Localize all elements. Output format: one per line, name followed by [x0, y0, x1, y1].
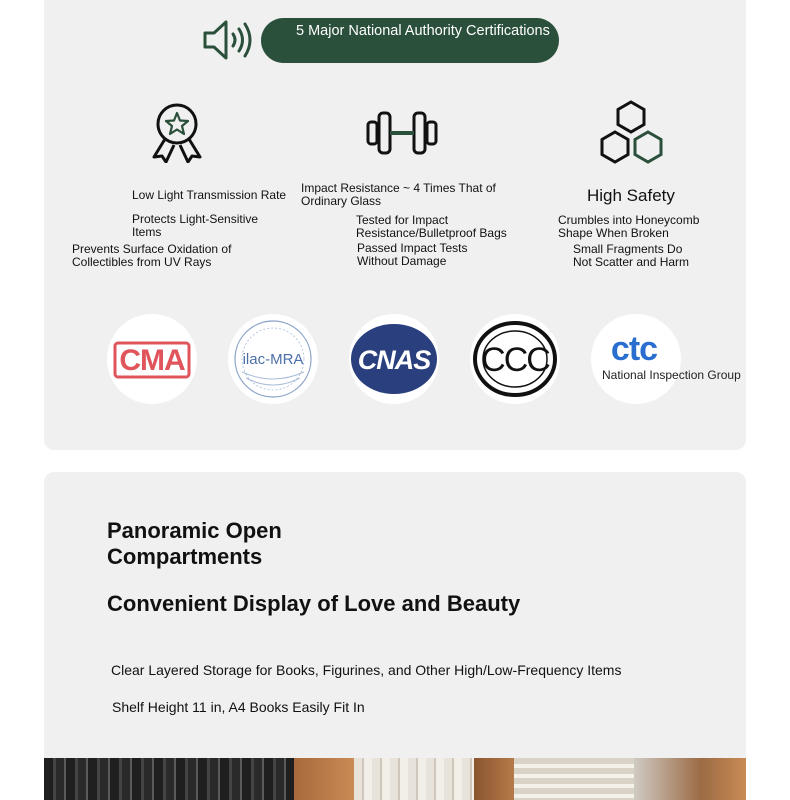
ilac-mra-logo-text: ilac-MRA [242, 351, 304, 368]
ccc-logo [470, 314, 560, 404]
award-ribbon-icon [148, 101, 206, 163]
honeycomb-icon [598, 100, 666, 166]
display-point-2: Shelf Height 11 in, A4 Books Easily Fit In [112, 699, 365, 715]
cnas-logo [349, 314, 439, 404]
cnas-logo-text: CNAS [357, 345, 431, 375]
cma-logo-text: CMA [119, 344, 185, 377]
cabinet-photo [44, 758, 746, 800]
certification-banner [261, 18, 559, 63]
feature-2-point-1: Tested for Impact Resistance/Bulletproof Bags [356, 213, 507, 240]
feature-1-heading: Low Light Transmission Rate [132, 188, 287, 202]
display-point-1: Clear Layered Storage for Books, Figurines, and Other High/Low-Frequency Items [111, 662, 622, 678]
feature-2-heading: Impact Resistance ~ 4 Times That of Ordinary Glass [301, 181, 496, 208]
feature-3-point-1: Crumbles into Honeycomb Shape When Broken [558, 213, 700, 240]
feature-1-point-1: Protects Light-Sensitive Items [132, 212, 259, 239]
display-title-line-2: Convenient Display of Love and Beauty [107, 591, 521, 616]
ctc-logo [591, 314, 681, 404]
feature-3-point-2: Small Fragments Do Not Scatter and Harm [573, 242, 690, 269]
display-title-line-1: Panoramic Open Compartments [107, 518, 282, 569]
dumbbell-icon [366, 110, 438, 156]
banner-title: 5 Major National Authority Certifications [296, 23, 550, 39]
ccc-logo-text: CCC [481, 341, 549, 379]
ctc-caption: National Inspection Group [602, 368, 741, 382]
feature-2-point-2: Passed Impact Tests Without Damage [357, 241, 468, 268]
ilac-mra-logo [228, 314, 318, 404]
feature-1-point-2: Prevents Surface Oxidation of Collectibles from UV Rays [72, 242, 232, 269]
speaker-icon [202, 18, 256, 62]
cma-logo [107, 314, 197, 404]
feature-3-heading: High Safety [587, 186, 675, 205]
ctc-logo-text: ctc [610, 330, 658, 368]
